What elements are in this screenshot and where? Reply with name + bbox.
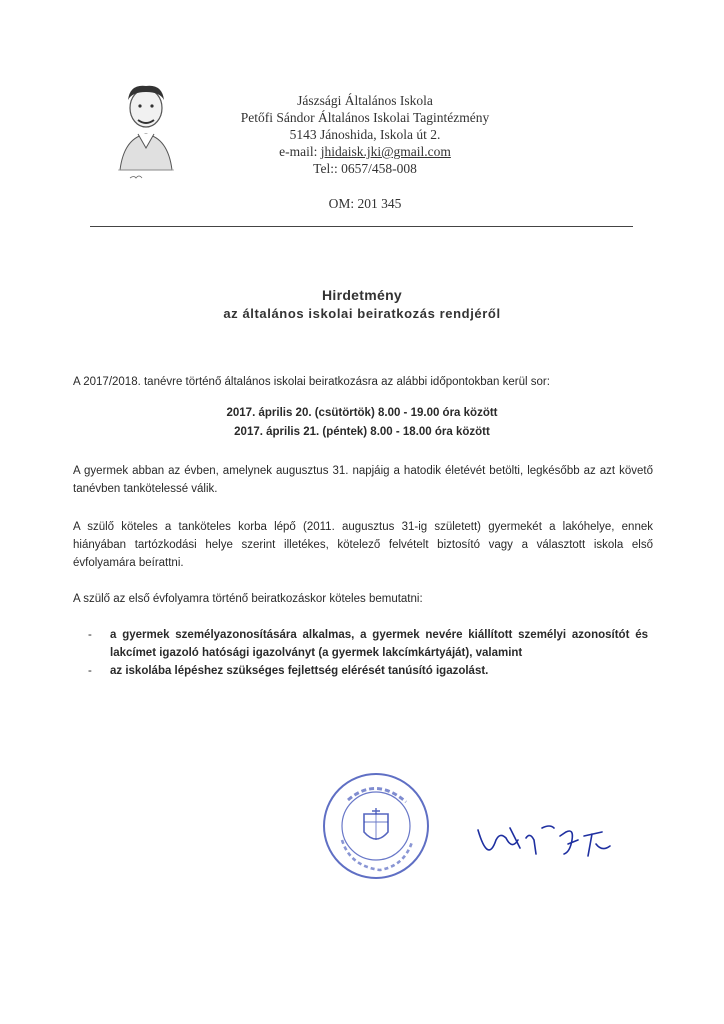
- intro-paragraph: A 2017/2018. tanévre történő általános iskolai beiratkozásra az alábbi időpontokban kerül sor:: [73, 376, 550, 388]
- list-item: [88, 662, 648, 680]
- signature: [470, 810, 620, 872]
- page-subtitle: az általános iskolai beiratkozás rendjéről: [223, 306, 501, 321]
- email-line: [220, 143, 510, 160]
- required-documents-list: [88, 626, 648, 680]
- portrait-illustration: [100, 78, 192, 190]
- duty-paragraph: A szülő köteles a tanköteles korba lépő (2011. augusztus 31-ig született) gyermekét a lakóhelye, ennek hiányában tartózkodási helye szerint illetékes, kötelező felvételt biztosító vagy a választott iskola első évfolyamára beírattni.: [73, 521, 653, 569]
- present-paragraph: A szülő az első évfolyamra történő beiratkozáskor köteles bemutatni:: [73, 593, 423, 605]
- school-name: Jászsági Általános Iskola: [297, 93, 433, 108]
- enrollment-date: 2017. április 20. (csütörtök) 8.00 - 19.00 óra között: [226, 407, 498, 419]
- enrollment-dates: [0, 404, 724, 442]
- header-divider: [90, 226, 633, 227]
- school-address: 5143 Jánoshida, Iskola út 2.: [289, 127, 441, 142]
- phone-line: Tel:: 0657/458-008: [313, 161, 417, 176]
- om-number: OM: 201 345: [328, 196, 402, 211]
- institution-name: Petőfi Sándor Általános Iskolai Tagintézmény: [240, 110, 490, 125]
- email-link[interactable]: jhidaisk.jki@gmail.com: [320, 144, 451, 159]
- list-dash: -: [88, 629, 92, 641]
- school-header: [220, 92, 510, 177]
- list-dash: -: [88, 665, 92, 677]
- enrollment-date: 2017. április 21. (péntek) 8.00 - 18.00 óra között: [234, 426, 490, 438]
- age-paragraph: A gyermek abban az évben, amelynek augusztus 31. napjáig a hatodik életévét betölti, legkésőbb az azt követő tanévben tankötelessé válik.: [73, 465, 653, 495]
- school-stamp: [320, 770, 432, 882]
- list-item: [88, 626, 648, 662]
- list-item-text: a gyermek személyazonosítására alkalmas, a gyermek nevére kiállított személyi azonosítót és lakcímet igazoló hatósági igazolványt (a gyermek lakcímkártyáját), valamint: [110, 629, 648, 659]
- email-label: e-mail:: [279, 144, 318, 159]
- page-title: Hirdetmény: [321, 287, 403, 303]
- list-item-text: az iskolába lépéshez szükséges fejlettség elérését tanúsító igazolást.: [110, 665, 489, 677]
